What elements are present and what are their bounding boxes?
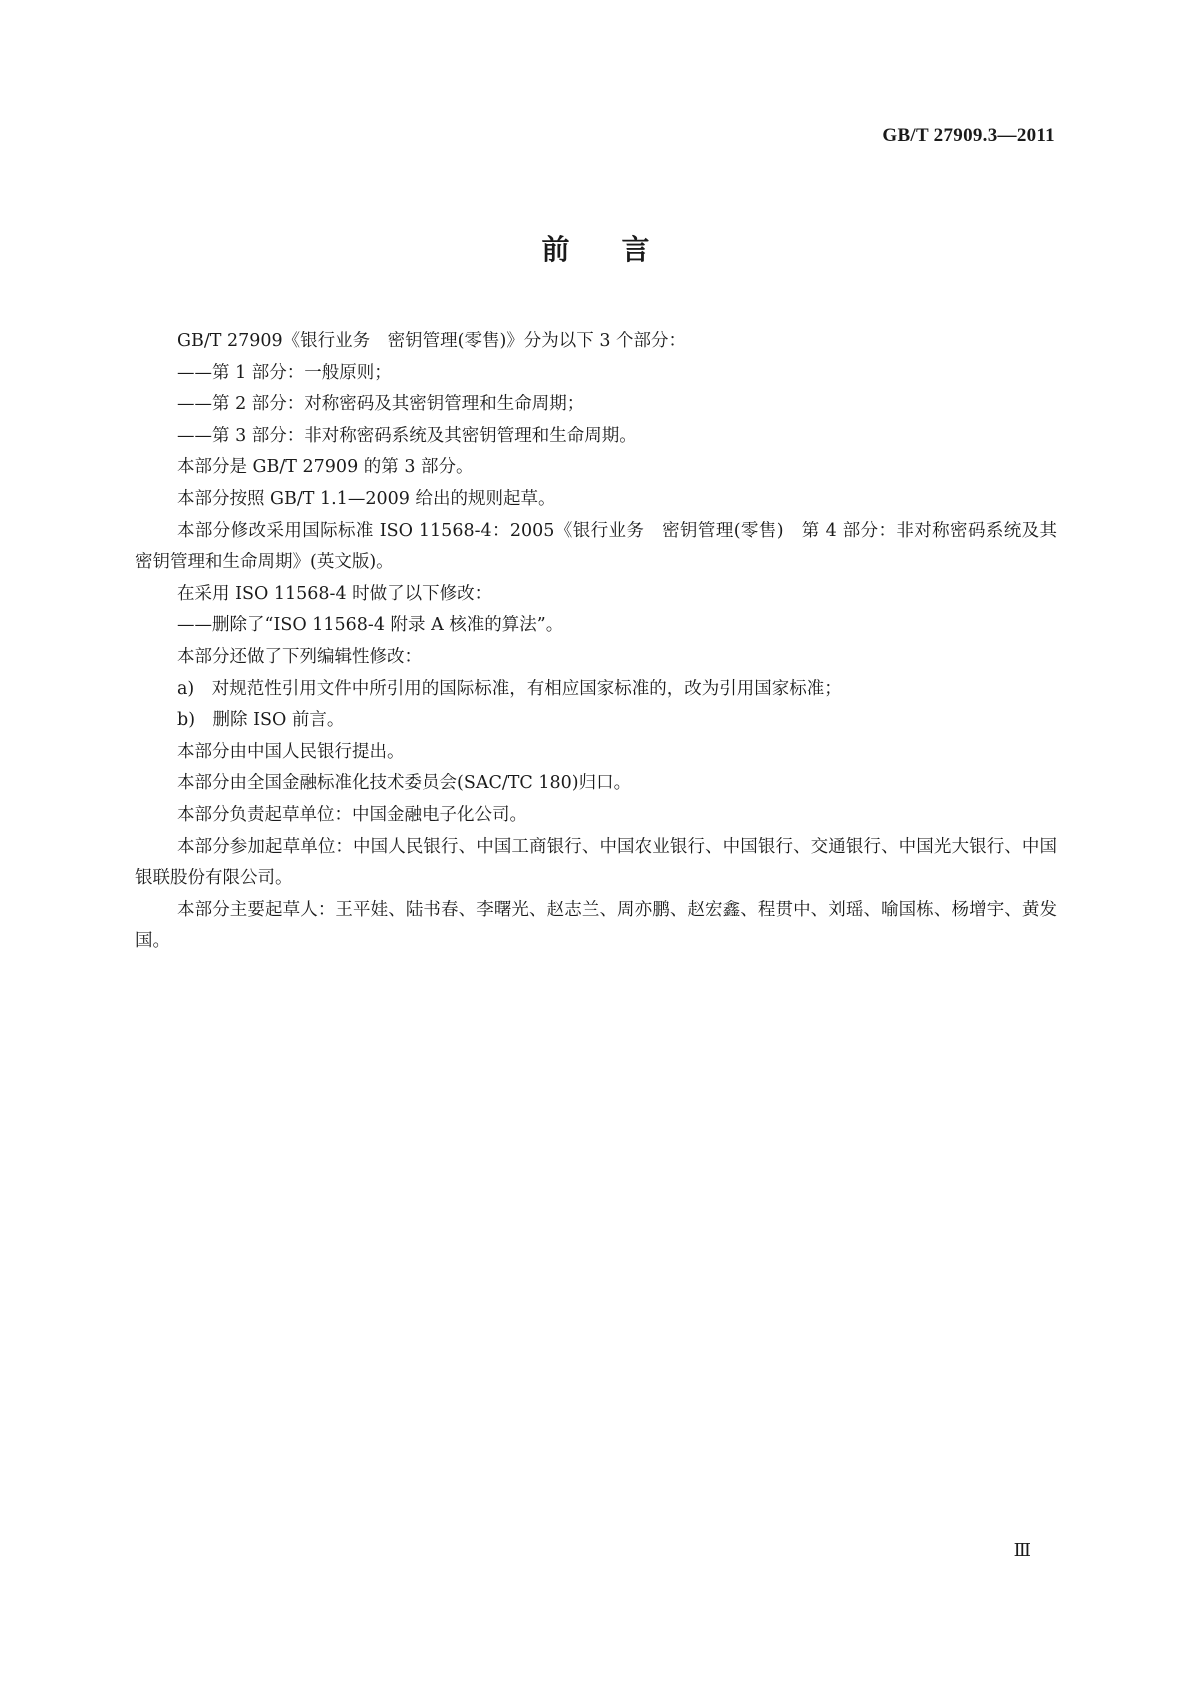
paragraph-parts-intro: GB/T 27909《银行业务 密钥管理(零售)》分为以下 3 个部分： (177, 331, 687, 351)
paragraph-proposer: 本部分由中国人民银行提出。 (177, 741, 405, 762)
paragraph-drafters: 本部分主要起草人：王平娃、陆书春、李曙光、赵志兰、周亦鹏、赵宏鑫、程贯中、刘瑶、喻国栋、杨增宇、黄发国。 (135, 899, 1057, 952)
list-item-part-2: ——第 2 部分：对称密码及其密钥管理和生命周期； (177, 394, 585, 415)
paragraph-adoption: 本部分修改采用国际标准 ISO 11568-4：2005《银行业务 密钥管理(零售) 第 4 部分：非对称密码系统及其密钥管理和生命周期》(英文版)。 (135, 520, 1057, 573)
paragraph-drafting-rules: 本部分按照 GB/T 1.1—2009 给出的规则起草。 (177, 488, 556, 509)
page-title: 前言 (541, 233, 702, 266)
standard-number: GB/T 27909.3—2011 (882, 125, 1055, 146)
paragraph-responsible-unit: 本部分负责起草单位：中国金融电子化公司。 (177, 804, 527, 825)
page-number: Ⅲ (1013, 1540, 1031, 1560)
paragraph-committee: 本部分由全国金融标准化技术委员会(SAC/TC 180)归口。 (177, 773, 632, 794)
list-item-a: a) 对规范性引用文件中所引用的国际标准，有相应国家标准的，改为引用国家标准； (177, 678, 842, 699)
paragraph-editorial-intro: 本部分还做了下列编辑性修改： (177, 646, 422, 667)
paragraph-this-part: 本部分是 GB/T 27909 的第 3 部分。 (177, 457, 474, 478)
list-item-b: b) 删除 ISO 前言。 (177, 710, 345, 731)
paragraph-modifications-intro: 在采用 ISO 11568-4 时做了以下修改： (177, 583, 493, 604)
foreword-body (135, 326, 1057, 958)
paragraph-participating-units: 本部分参加起草单位：中国人民银行、中国工商银行、中国农业银行、中国银行、交通银行、中国光大银行、中国银联股份有限公司。 (135, 836, 1057, 889)
list-item-part-3: ——第 3 部分：非对称密码系统及其密钥管理和生命周期。 (177, 425, 637, 446)
list-item-part-1: ——第 1 部分：一般原则； (177, 362, 392, 383)
list-item-deletion: ——删除了“ISO 11568-4 附录 A 核准的算法”。 (177, 615, 564, 636)
